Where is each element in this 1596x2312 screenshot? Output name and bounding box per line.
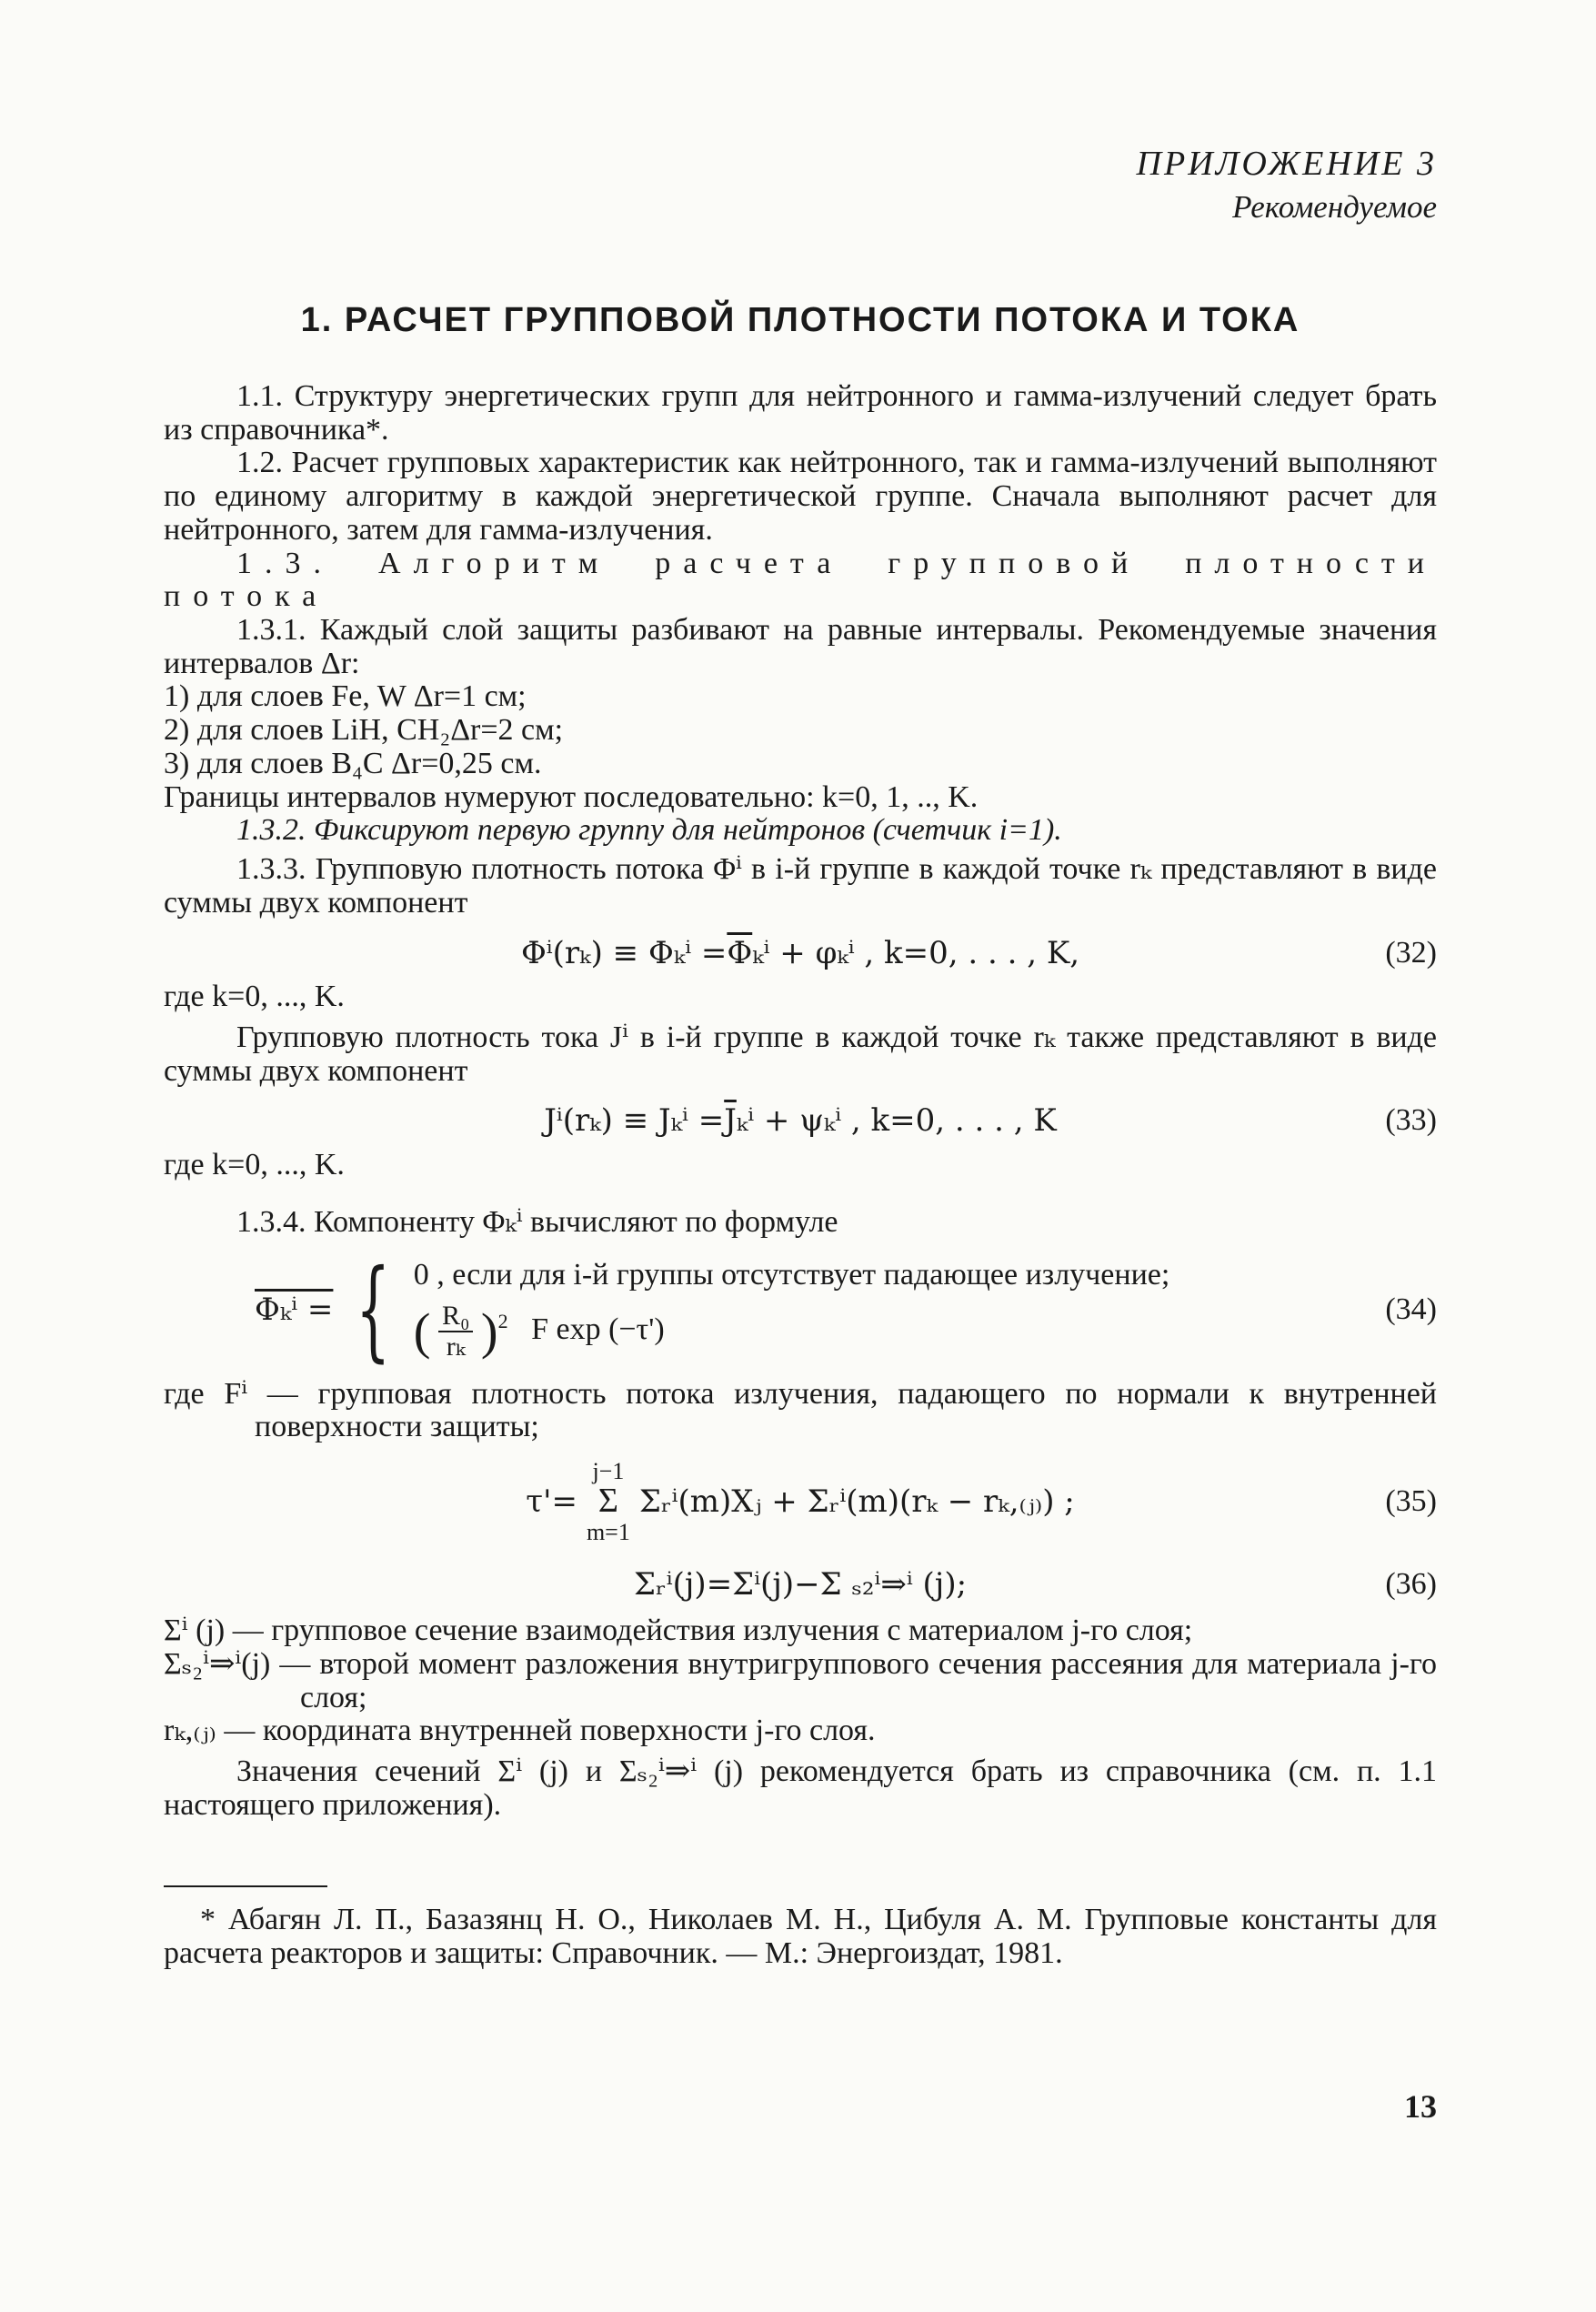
definitions [164, 1614, 1437, 1748]
equation-33 [164, 1104, 1437, 1138]
eq32-number: (32) [1385, 935, 1437, 970]
equation-32 [164, 934, 1437, 971]
appendix-header [1137, 146, 1437, 225]
appendix-subtitle: Рекомендуемое [1232, 189, 1437, 226]
appendix-title: ПРИЛОЖЕНИЕ 3 [1136, 145, 1437, 183]
eq33-rest: ₖⁱ + ψₖⁱ , k=0, . . . , K [736, 1102, 1057, 1140]
where-k-1: где k=0, ..., K. [164, 980, 345, 1014]
footnote: * Абагян Л. П., Базазянц Н. О., Николаев М. Н., Цибуля А. М. Групповые константы для расчета реакторов и защиты: Справочник. — М.: Энергоиздат, 1981. [164, 1903, 1437, 1971]
eq32-bar: $\overline{\Phi}$ [727, 934, 753, 971]
paragraph-values: Значения сечений Σⁱ (j) и Σₛ₂ⁱ⇒ⁱ (j) рекомендуется брать из справочника (см. п. 1.1 настоящего приложения). [164, 1754, 1437, 1822]
paragraph-1-3: 1.3. Алгоритм расчета групповой плотности потока [164, 546, 1437, 614]
eq33-number: (33) [1385, 1103, 1437, 1138]
eq35-sum [587, 1459, 630, 1544]
definition-item: Σₛ₂ⁱ⇒ⁱ(j) — второй момент разложения внутригруппового сечения рассеяния для материала j-го слоя; [164, 1646, 1437, 1714]
list-item: 2) для слоев LiH, CH₂Δr=2 см; [164, 713, 564, 748]
eq35-lhs: τ'= [526, 1483, 577, 1520]
paragraph-bounds: Границы интервалов нумеруют последовательно: k=0, 1, .., K. [164, 779, 979, 814]
interval-list [164, 680, 1437, 780]
list-item: 3) для слоев B₄C Δr=0,25 см. [164, 746, 542, 780]
paragraph-1-3-1: 1.3.1. Каждый слой защиты разбивают на равные интервалы. Рекомендуемые значения интервалов Δr: [164, 613, 1437, 680]
paragraph-1-3-4: 1.3.4. Компоненту Φₖⁱ вычисляют по формуле [236, 1204, 838, 1239]
eq34-numerator: R₀ [438, 1302, 473, 1332]
eq34-number: (34) [1385, 1292, 1437, 1327]
eq34-lhs: Φₖⁱ = [255, 1292, 334, 1329]
where-F: где Fⁱ — групповая плотность потока излучения, падающего по нормали к внутренней поверхности защиты; [164, 1376, 1437, 1444]
paragraph-current: Групповую плотность тока Jⁱ в i-й группе в каждой точке rₖ также представляют в виде суммы двух компонент [164, 1020, 1437, 1088]
eq34-fraction [438, 1302, 473, 1362]
eq34-case-2 [414, 1302, 1170, 1362]
eq36-number: (36) [1385, 1567, 1437, 1602]
paragraph-1-3-3: 1.3.3. Групповую плотность потока Φⁱ в i-й группе в каждой точке rₖ представляют в виде суммы двух компонент [164, 852, 1437, 920]
eq34-denominator: rₖ [446, 1331, 466, 1362]
equation-35 [164, 1459, 1437, 1544]
paragraph-1-1: 1.1. Структуру энергетических групп для нейтронного и гамма-излучений следует брать из справочника*. [164, 379, 1437, 447]
where-k-2: где k=0, ..., K. [164, 1148, 345, 1182]
paren-open-icon: ( [413, 1302, 431, 1360]
eq34-case-2-tail: F exp (−τ') [531, 1312, 665, 1346]
eq35-rhs: Σᵣⁱ(m)Xⱼ + Σᵣⁱ(m)(rₖ − rₖ,₍ⱼ₎) ; [638, 1483, 1075, 1520]
paren-close-icon: ) [480, 1302, 498, 1360]
eq35-sum-top: j−1 [592, 1457, 625, 1484]
section-heading: 1. РАСЧЕТ ГРУППОВОЙ ПЛОТНОСТИ ПОТОКА И ТОКА [300, 301, 1300, 339]
footnote-divider [164, 1885, 327, 1887]
section-body [164, 380, 1437, 1971]
list-item: 1) для слоев Fe, W Δr=1 см; [164, 679, 527, 714]
paragraph-1-2: 1.2. Расчет групповых характеристик как нейтронного, так и гамма-излучений выполняют по единому алгоритму в каждой энергетической группе. Сначала выполняют расчет для нейтронного, затем для гамма-излучения. [164, 446, 1437, 547]
eq36-text: Σᵣⁱ(j)=Σⁱ(j)−Σ ₛ₂ⁱ⇒ⁱ (j); [633, 1566, 968, 1603]
eq32-lhs: Φⁱ(rₖ) ≡ Φₖⁱ = [520, 934, 728, 971]
left-brace-icon: { [356, 1246, 391, 1373]
eq33-bar: $\overline{J}$ [724, 1102, 737, 1140]
equation-34 [164, 1246, 1437, 1373]
definition-item: Σⁱ (j) — групповое сечение взаимодействия излучения с материалом j-го слоя; [164, 1613, 1193, 1648]
equation-36 [164, 1568, 1437, 1602]
sigma-icon: Σ [597, 1482, 618, 1521]
eq32-rest: ₖⁱ + φₖⁱ , k=0, . . . , K, [752, 934, 1080, 971]
eq34-case-1: 0 , если для i-й группы отсутствует падающее излучение; [413, 1257, 1170, 1292]
paragraph-1-3-2: 1.3.2. Фиксируют первую группу для нейтронов (счетчик i=1). [236, 813, 1062, 848]
definition-item: rₖ,₍ⱼ₎ — координата внутренней поверхности j-го слоя. [164, 1714, 876, 1748]
eq35-sum-bottom: m=1 [586, 1519, 630, 1546]
eq33-lhs: Jⁱ(rₖ) ≡ Jₖⁱ = [544, 1102, 725, 1140]
eq34-brace [333, 1246, 1170, 1373]
exponent-2: 2 [497, 1309, 508, 1332]
page-number: 13 [1404, 2088, 1437, 2126]
eq35-number: (35) [1385, 1483, 1437, 1518]
eq34-cases [414, 1259, 1170, 1362]
